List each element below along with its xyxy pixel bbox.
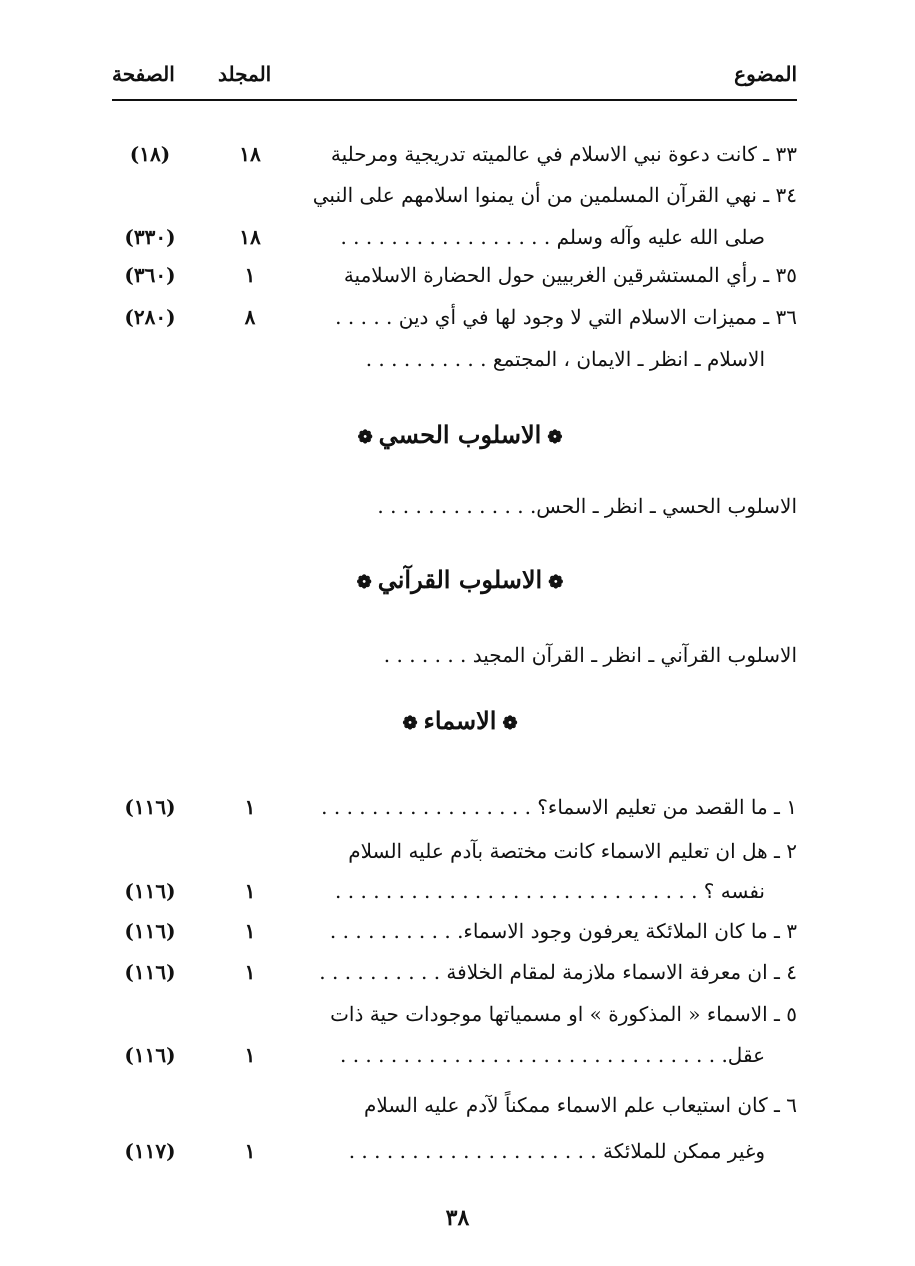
entry-topic: ٥ ـ الاسماء « المذكورة » او مسمياتها موجودات حية ذات — [330, 1002, 797, 1026]
section-title: الاسلوب الحسي — [378, 420, 542, 449]
page-number: ٣٨ — [445, 1205, 470, 1231]
entry-volume: ١ — [244, 795, 256, 819]
index-entry — [0, 340, 915, 378]
ornament-icon: ❁ — [547, 427, 563, 448]
entry-volume: ١٨ — [239, 142, 261, 166]
entry-topic: ٣ ـ ما كان الملائكة يعرفون وجود الاسماء. . . . . . . . . . . — [329, 919, 797, 943]
index-entry — [0, 1036, 915, 1074]
section-title: الاسلوب القرآني — [377, 565, 543, 594]
index-entry — [0, 832, 915, 870]
entry-page: (١١٦) — [124, 879, 176, 903]
entry-topic: ٤ ـ ان معرفة الاسماء ملازمة لمقام الخلافة . . . . . . . . . . — [319, 960, 797, 984]
header-page-label: الصفحة — [112, 62, 175, 86]
entry-topic: الاسلوب الحسي ـ انظر ـ الحس. . . . . . . . . . . . . — [377, 494, 797, 518]
index-entry — [0, 256, 915, 294]
entry-volume: ١٨ — [239, 225, 261, 249]
entry-page: (٣٣٠) — [124, 225, 176, 249]
index-entry — [0, 912, 915, 950]
entry-volume: ١ — [244, 960, 256, 984]
entry-topic: ٣٤ ـ نهي القرآن المسلمين من أن يمنوا اسلامهم على النبي — [312, 183, 797, 207]
entry-page: (٢٨٠) — [124, 305, 176, 329]
index-entry — [0, 1132, 915, 1170]
entry-page: (١١٦) — [124, 960, 176, 984]
section-heading — [250, 420, 670, 449]
entry-volume: ٨ — [244, 305, 256, 329]
entry-volume: ١ — [244, 263, 256, 287]
index-entry — [0, 953, 915, 991]
entry-volume: ١ — [244, 879, 256, 903]
index-entry — [0, 487, 915, 525]
index-entry — [0, 636, 915, 674]
entry-topic: صلى الله عليه وآله وسلم . . . . . . . . . . . . . . . . . — [340, 225, 765, 249]
entry-topic: عقل. . . . . . . . . . . . . . . . . . . . . . . . . . . . . . . — [340, 1043, 765, 1067]
entry-volume: ١ — [244, 919, 256, 943]
entry-page: (١١٦) — [124, 919, 176, 943]
entry-topic: ٣٦ ـ مميزات الاسلام التي لا وجود لها في أي دين . . . . . — [335, 305, 797, 329]
section-heading — [250, 706, 670, 735]
entry-page: (١١٧) — [124, 1139, 176, 1163]
index-entry — [0, 872, 915, 910]
header-volume-label: المجلد — [218, 62, 272, 86]
entry-topic: ٦ ـ كان استيعاب علم الاسماء ممكناً لآدم عليه السلام — [364, 1093, 797, 1117]
index-entry — [0, 995, 915, 1033]
entry-volume: ١ — [244, 1043, 256, 1067]
ornament-icon: ❁ — [502, 713, 518, 734]
entry-topic: ٣٥ ـ رأي المستشرقين الغربيين حول الحضارة الاسلامية — [343, 263, 797, 287]
ornament-icon: ❁ — [357, 427, 373, 448]
section-title: الاسماء — [423, 706, 497, 735]
index-entry — [0, 298, 915, 336]
index-entry — [0, 176, 915, 214]
entry-page: (١١٦) — [124, 795, 176, 819]
index-entry — [0, 218, 915, 256]
section-heading — [250, 565, 670, 594]
index-entry — [0, 788, 915, 826]
ornament-icon: ❁ — [548, 572, 564, 593]
header-topic-label: المضوع — [734, 62, 797, 86]
ornament-icon: ❁ — [356, 572, 372, 593]
entry-topic: ١ ـ ما القصد من تعليم الاسماء؟ . . . . . . . . . . . . . . . . . — [321, 795, 797, 819]
entry-page: (١٨) — [129, 142, 171, 166]
entry-page: (١١٦) — [124, 1043, 176, 1067]
ornament-icon: ❁ — [402, 713, 418, 734]
index-entry — [0, 1086, 915, 1124]
entry-topic: الاسلوب القرآني ـ انظر ـ القرآن المجيد . . . . . . . — [383, 643, 797, 667]
header-rule — [112, 99, 797, 101]
entry-volume: ١ — [244, 1139, 256, 1163]
entry-topic: ٣٣ ـ كانت دعوة نبي الاسلام في عالميته تدريجية ومرحلية — [330, 142, 797, 166]
entry-topic: وغير ممكن للملائكة . . . . . . . . . . . . . . . . . . . . — [348, 1139, 765, 1163]
index-entry — [0, 135, 915, 173]
entry-topic: نفسه ؟ . . . . . . . . . . . . . . . . . . . . . . . . . . . . . — [335, 879, 765, 903]
entry-page: (٣٦٠) — [124, 263, 176, 287]
entry-topic: ٢ ـ هل ان تعليم الاسماء كانت مختصة بآدم عليه السلام — [348, 839, 797, 863]
entry-topic: الاسلام ـ انظر ـ الايمان ، المجتمع . . . . . . . . . . — [365, 347, 765, 371]
